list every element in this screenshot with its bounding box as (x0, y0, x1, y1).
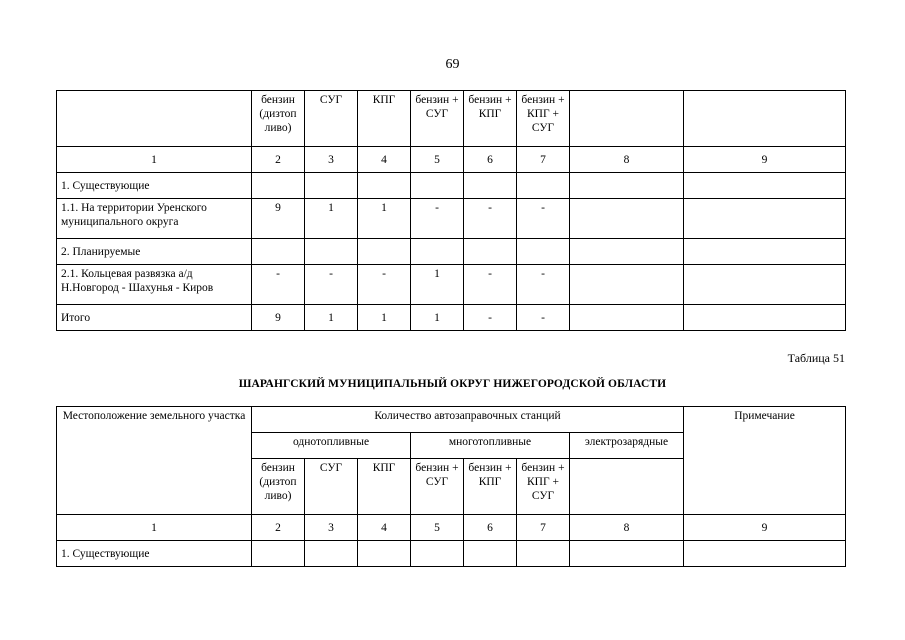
table-cell: - (464, 265, 517, 305)
header-fuel-lpg: СУГ (305, 459, 358, 515)
header-location: Местоположение земельного участка (57, 407, 252, 515)
header-electric: электрозарядные (570, 433, 684, 459)
table-cell: - (305, 265, 358, 305)
header-fuel-lpg: СУГ (305, 91, 358, 147)
table-cell (684, 239, 846, 265)
table-cell: 1 (358, 305, 411, 331)
header-fuel-gasoline-diesel: бензин (дизтоп ливо) (252, 459, 305, 515)
header-fuel-cng: КПГ (358, 459, 411, 515)
column-number: 5 (411, 147, 464, 173)
header-multi-fuel: многотопливные (411, 433, 570, 459)
column-number: 7 (517, 147, 570, 173)
page-number: 69 (445, 57, 460, 72)
column-number: 6 (464, 147, 517, 173)
header-fuel-cng: КПГ (358, 91, 411, 147)
column-number: 3 (305, 147, 358, 173)
table-number: Таблица 51 (787, 351, 845, 365)
table-cell (305, 541, 358, 567)
table-cell: 1 (411, 265, 464, 305)
column-number: 2 (252, 515, 305, 541)
table-cell (570, 173, 684, 199)
table-cell (684, 173, 846, 199)
header-fuel-gasoline-cng-lpg: бензин + КПГ + СУГ (517, 91, 570, 147)
table-cell: 1 (411, 305, 464, 331)
sharanga-stations-table (56, 406, 846, 567)
table-cell: 9 (252, 305, 305, 331)
column-number: 5 (411, 515, 464, 541)
table-row (57, 199, 846, 239)
column-number: 6 (464, 515, 517, 541)
table-cell (252, 541, 305, 567)
total-row (57, 305, 846, 331)
table-cell: - (517, 305, 570, 331)
table-cell: - (517, 265, 570, 305)
row-label: 2. Планируемые (57, 239, 252, 265)
empty-header-cell (570, 91, 684, 147)
table-cell (684, 265, 846, 305)
table-cell: 1 (358, 199, 411, 239)
table-cell (358, 541, 411, 567)
table-cell (570, 541, 684, 567)
table-cell (684, 541, 846, 567)
table-cell (411, 173, 464, 199)
table-cell (358, 173, 411, 199)
column-number: 9 (684, 515, 846, 541)
column-number: 4 (358, 147, 411, 173)
row-label: 2.1. Кольцевая развязка а/д Н.Новгород - Шахунья - Киров (57, 265, 252, 305)
empty-header-cell (57, 91, 252, 147)
header-fuel-gasoline-diesel: бензин (дизтоп ливо) (252, 91, 305, 147)
header-fuel-gasoline-cng: бензин + КПГ (464, 91, 517, 147)
table-cell (305, 239, 358, 265)
table-cell (684, 305, 846, 331)
header-fuel-gasoline-lpg: бензин + СУГ (411, 459, 464, 515)
table-cell (464, 541, 517, 567)
continued-stations-table (56, 90, 846, 331)
table-cell (252, 239, 305, 265)
header-station-count: Количество автозаправочных станций (252, 407, 684, 433)
row-label: 1. Существующие (57, 541, 252, 567)
table-cell (570, 199, 684, 239)
header-fuel-gasoline-cng-lpg: бензин + КПГ + СУГ (517, 459, 570, 515)
row-label: Итого (57, 305, 252, 331)
table-row (57, 239, 846, 265)
row-label: 1. Существующие (57, 173, 252, 199)
table-title: ШАРАНГСКИЙ МУНИЦИПАЛЬНЫЙ ОКРУГ НИЖЕГОРОДСКОЙ ОБЛАСТИ (238, 378, 667, 390)
empty-header-cell (684, 91, 846, 147)
table-row (57, 173, 846, 199)
table-cell (358, 239, 411, 265)
table-cell (570, 305, 684, 331)
column-number: 4 (358, 515, 411, 541)
table-cell (517, 541, 570, 567)
column-number: 1 (57, 515, 252, 541)
header-fuel-gasoline-cng: бензин + КПГ (464, 459, 517, 515)
table-row (57, 265, 846, 305)
table-cell (464, 173, 517, 199)
header-single-fuel: однотопливные (252, 433, 411, 459)
table-cell (684, 199, 846, 239)
column-number: 8 (570, 147, 684, 173)
table-cell: 1 (305, 199, 358, 239)
table-cell (411, 541, 464, 567)
row-label: 1.1. На территории Уренского муниципального округа (57, 199, 252, 239)
table-cell: 9 (252, 199, 305, 239)
column-number: 7 (517, 515, 570, 541)
table-cell: 1 (305, 305, 358, 331)
table-cell: - (517, 199, 570, 239)
table-cell (570, 239, 684, 265)
table-cell: - (464, 199, 517, 239)
column-number: 9 (684, 147, 846, 173)
table-cell (517, 173, 570, 199)
table-cell: - (464, 305, 517, 331)
table-cell (305, 173, 358, 199)
fuel-type-header-row (57, 91, 846, 147)
table-cell (517, 239, 570, 265)
table-cell: - (252, 265, 305, 305)
column-number: 2 (252, 147, 305, 173)
empty-header-cell (570, 459, 684, 515)
column-number: 1 (57, 147, 252, 173)
column-number-row (57, 147, 846, 173)
header-fuel-gasoline-lpg: бензин + СУГ (411, 91, 464, 147)
table-cell: - (358, 265, 411, 305)
column-number-row (57, 515, 846, 541)
table-cell (252, 173, 305, 199)
table-row (57, 541, 846, 567)
header-note: Примечание (684, 407, 846, 515)
table-cell (411, 239, 464, 265)
column-number: 8 (570, 515, 684, 541)
header-row-top (57, 407, 846, 433)
table-cell (570, 265, 684, 305)
table-cell (464, 239, 517, 265)
column-number: 3 (305, 515, 358, 541)
table-cell: - (411, 199, 464, 239)
